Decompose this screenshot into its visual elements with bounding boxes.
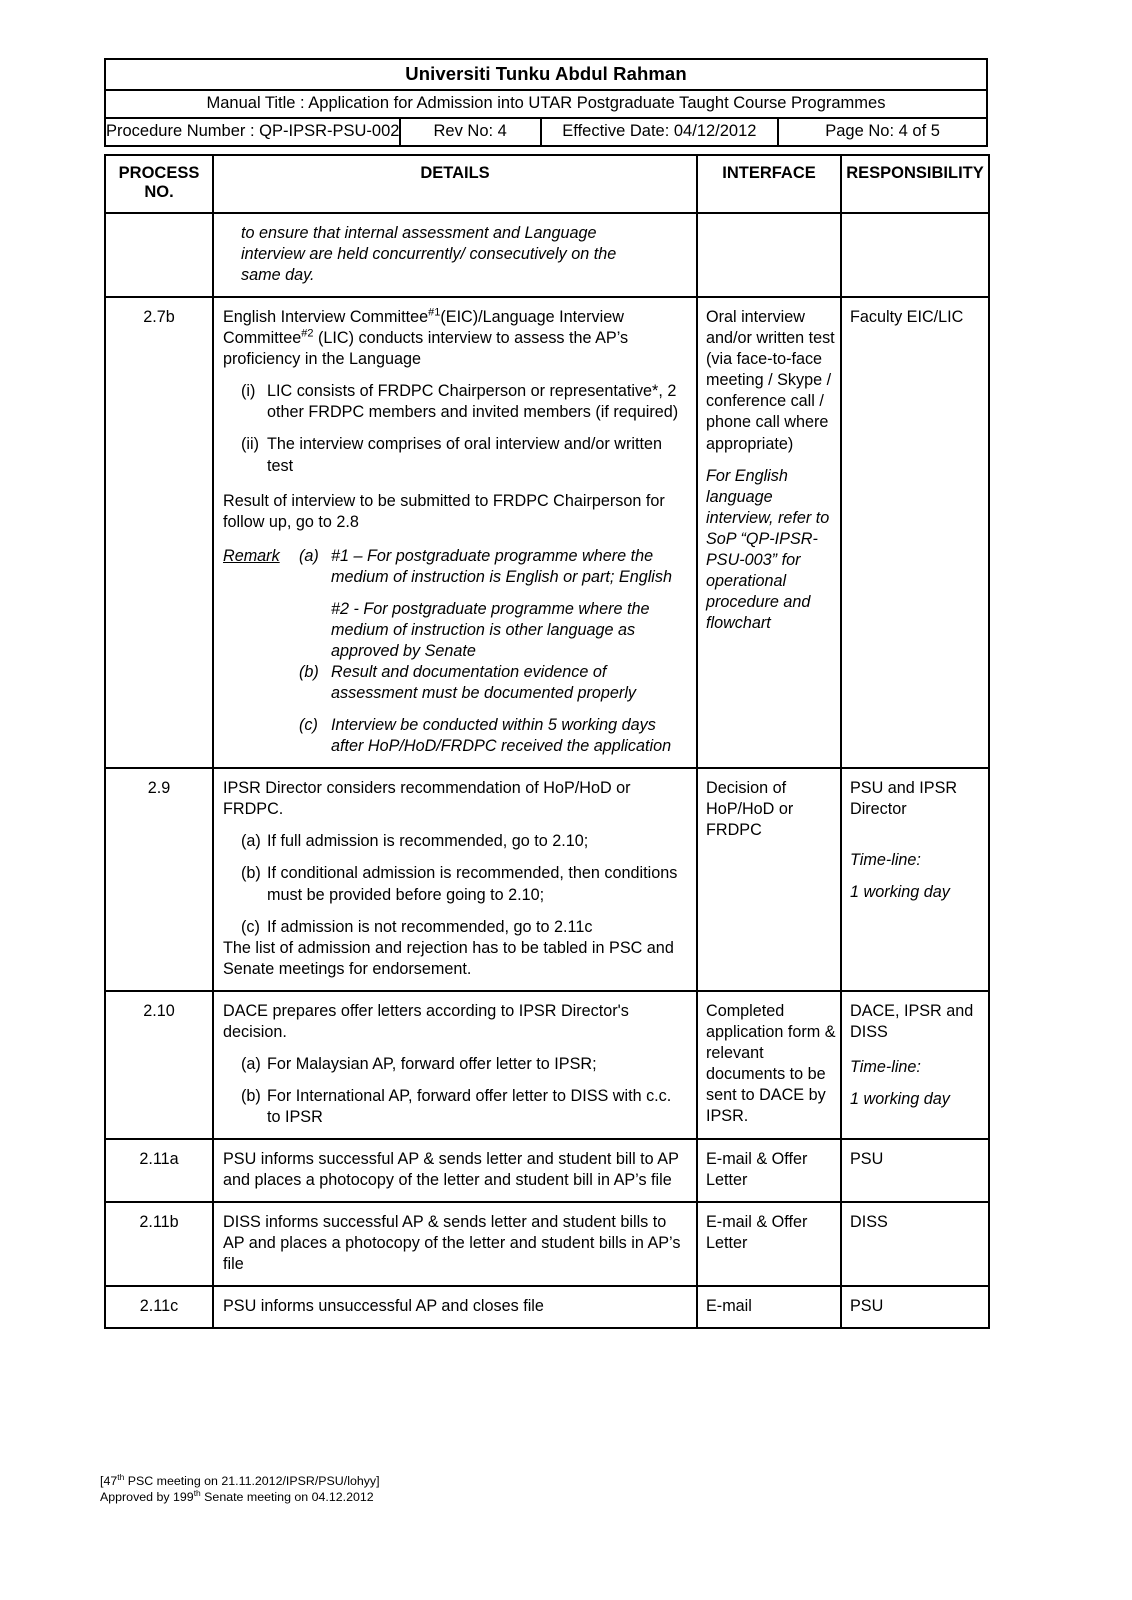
r29-item-b-marker: (b) [241,864,261,883]
cell-responsibility: DISS [841,1202,989,1286]
header-meta-row [106,119,986,145]
r27b-remark-b-marker: (b) [299,663,319,681]
r29-item-a-text: If full admission is recommended, go to 2.10; [267,832,589,851]
r29-item-b [223,863,688,905]
cell-details: DISS informs successful AP & sends letter and student bills to AP and places a photocopy of the letter and student bills in AP’s file [213,1202,697,1286]
revision-number: Rev No: 4 [401,119,542,145]
cell-details [213,213,697,297]
footer-line2-a: Approved by 199 [100,1490,194,1505]
r27b-result-text: Result of interview to be submitted to FRDPC Chairperson for follow up, go to 2.8 [223,491,665,531]
r27b-remark-label: Remark [223,546,280,565]
cell-responsibility [841,991,989,1139]
cell-interface: E-mail & Offer Letter [697,1202,841,1286]
r27b-remark-a [299,546,688,588]
cell-interface: E-mail [697,1286,841,1328]
header-title-row [106,60,986,91]
cell-details: PSU informs unsuccessful AP and closes file [213,1286,697,1328]
r29-item-b-text: If conditional admission is recommended, then conditions must be provided before going to 2.10; [267,864,678,904]
r29-item-a [223,831,688,852]
r210-timeline-label: Time-line: [850,1057,921,1076]
footer-line2-superscript: th [193,1488,201,1499]
r210-item-a [223,1054,688,1075]
cell-process-no: 2.10 [105,991,213,1139]
continuation-line-1: to ensure that internal assessment and Language [241,223,597,242]
r27b-remark-c-text: Interview be conducted within 5 working days after HoP/HoD/FRDPC received the application [331,716,672,756]
cell-process-no: 2.11b [105,1202,213,1286]
r29-timeline-value: 1 working day [850,883,950,902]
r27b-item-ii-text: The interview comprises of oral interview and/or written test [267,435,662,475]
r27b-item-ii [223,434,688,476]
cell-responsibility: Faculty EIC/LIC [841,297,989,768]
footer-line2-b: Senate meeting on 04.12.2012 [200,1490,374,1505]
table-row [105,768,989,991]
r29-item-c-text: If admission is not recommended, go to 2.11c [267,917,593,936]
r27b-superscript-1: #1 [428,306,441,319]
continuation-line-2: interview are held concurrently/ consecutively on the [241,245,617,263]
r210-item-b [223,1086,688,1128]
cell-responsibility: PSU [841,1139,989,1202]
procedure-number: Procedure Number : QP-IPSR-PSU-002 [106,119,401,145]
document-header-block [104,58,988,147]
r210-item-a-text: For Malaysian AP, forward offer letter to IPSR; [267,1054,597,1073]
r29-intro: IPSR Director considers recommendation of HoP/HoD or FRDPC. [223,779,631,819]
r29-responsibility-text: PSU and IPSR Director [850,779,958,819]
header-manual-title-row [106,91,986,119]
manual-title: Manual Title : Application for Admission into UTAR Postgraduate Taught Course Programmes [206,94,886,112]
footer-line1-superscript: th [117,1471,125,1482]
table-row [105,213,989,297]
r29-item-a-marker: (a) [241,832,261,851]
continuation-line-3: same day. [241,266,315,285]
cell-details [213,991,697,1139]
process-no-line1: PROCESS [118,164,200,182]
r27b-remark-a2-text: #2 - For postgraduate programme where the medium of instruction is other language as approved by Senate [331,599,650,660]
cell-details: PSU informs successful AP & sends letter and student bill to AP and places a photocopy of the letter and student bill in AP’s file [213,1139,697,1202]
table-row [105,1139,989,1202]
column-header-interface: INTERFACE [697,155,841,213]
cell-process-no: 2.11a [105,1139,213,1202]
r27b-interface-italic: For English language interview, refer to SoP “QP-IPSR-PSU-003” for operational procedure and flowchart [706,466,830,632]
r210-item-a-marker: (a) [241,1054,261,1073]
r27b-remark-a-text: #1 – For postgraduate programme where the medium of instruction is English or part; English [331,546,672,586]
r210-item-b-marker: (b) [241,1086,261,1105]
r29-item-c [223,917,688,938]
cell-interface [697,213,841,297]
footer-line1-a: [47 [100,1474,118,1488]
cell-responsibility [841,768,989,991]
r27b-remark-block [223,546,688,758]
cell-process-no: 2.9 [105,768,213,991]
footer-line-1 [100,1473,380,1489]
process-no-line2: NO. [144,183,174,202]
table-row [105,1202,989,1286]
r27b-intro-b: (EIC)/Language Interview Committee [223,308,624,348]
r27b-remark-a-marker: (a) [299,546,319,565]
column-header-responsibility: RESPONSIBILITY [841,155,989,213]
cell-details [213,768,697,991]
column-header-process-no [105,155,213,213]
cell-interface [697,297,841,768]
cell-interface: E-mail & Offer Letter [697,1139,841,1202]
r210-intro: DACE prepares offer letters according to IPSR Director's decision. [223,1001,629,1041]
document-footer [100,1473,380,1506]
cell-details [213,297,697,768]
r27b-superscript-2: #2 [301,327,314,340]
r210-item-b-text: For International AP, forward offer letter to DISS with c.c. to IPSR [267,1086,672,1126]
footer-line-2 [100,1489,380,1505]
r27b-intro [223,307,688,370]
footer-line1-b: PSC meeting on 21.11.2012/IPSR/PSU/lohyy] [124,1474,380,1488]
cell-process-no: 2.11c [105,1286,213,1328]
r29-item-c-marker: (c) [241,917,260,936]
cell-interface: Decision of HoP/HoD or FRDPC [697,768,841,991]
column-header-details: DETAILS [213,155,697,213]
cell-interface: Completed application form & relevant documents to be sent to DACE by IPSR. [697,991,841,1139]
cell-responsibility: PSU [841,1286,989,1328]
table-row [105,297,989,768]
r27b-interface-main: Oral interview and/or written test (via face-to-face meeting / Skype / conference call / phone call where appropriate) [706,308,835,453]
cell-responsibility [841,213,989,297]
r29-timeline-label: Time-line: [850,851,921,870]
table-row [105,1286,989,1328]
cell-process-no: 2.7b [105,297,213,768]
effective-date: Effective Date: 04/12/2012 [542,119,780,145]
r27b-item-i [223,381,688,423]
r210-responsibility-text: DACE, IPSR and DISS [850,1001,974,1041]
r27b-remark-c [299,715,688,757]
r27b-item-ii-marker: (ii) [241,435,259,454]
table-header-row [105,155,989,213]
page-number: Page No: 4 of 5 [825,122,940,140]
r27b-item-i-marker: (i) [241,382,256,401]
university-title: Universiti Tunku Abdul Rahman [405,63,687,84]
table-row [105,991,989,1139]
r27b-remark-b-text: Result and documentation evidence of assessment must be documented properly [331,663,637,703]
cell-process-no [105,213,213,297]
r27b-intro-a: English Interview Committee [223,308,429,327]
r27b-intro-c: (LIC) conducts interview to assess the AP’s proficiency in the Language [223,329,629,369]
r27b-item-i-text: LIC consists of FRDPC Chairperson or representative*, 2 other FRDPC members and invited members (if required) [267,382,679,422]
r27b-remark-b [299,662,688,704]
procedure-table [104,154,990,1329]
r210-timeline-value: 1 working day [850,1089,950,1108]
r27b-remark-body [299,546,688,758]
r27b-remark-c-marker: (c) [299,716,318,735]
r29-closing: The list of admission and rejection has to be tabled in PSC and Senate meetings for endorsement. [223,938,674,978]
